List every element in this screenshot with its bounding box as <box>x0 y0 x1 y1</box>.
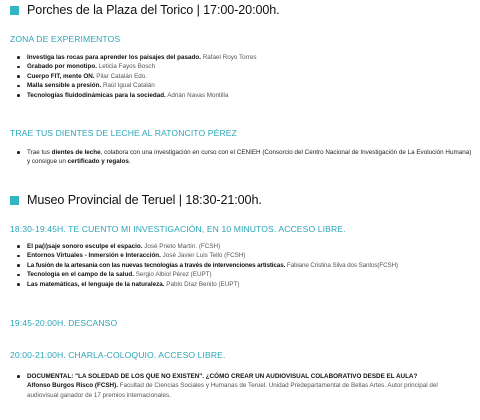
charla-heading: 20:00-21:00H. CHARLA-COLOQUIO. ACCESO LIBRE. <box>10 350 226 360</box>
list-item: Grabado por monotipo. Leticia Fayos Bosch <box>14 62 480 71</box>
zona-experimentos-heading: ZONA DE EXPERIMENTOS <box>10 34 121 44</box>
list-item <box>14 372 450 400</box>
list-item: Tecnologías fluidodinámicas para la sociedad. Adrián Navas Montilla <box>14 91 480 100</box>
list-item: Las matemáticas, el lenguaje de la naturaleza. Pablo Díaz Benito (EUPT) <box>14 280 480 289</box>
ratoncito-list <box>14 148 472 167</box>
te-cuento-heading: 18:30-19:45H. TE CUENTO MI INVESTIGACIÓN, EN 10 MINUTOS. ACCESO LIBRE. <box>10 224 346 234</box>
section-title-museo: Museo Provincial de Teruel | 18:30-21:00h. <box>10 193 480 207</box>
descanso-heading: 19:45-20:00H. DESCANSO <box>10 318 118 328</box>
author-description: Facultad de Ciencias Sociales y Humanas de Teruel. Unidad Predepartamental de Bellas Artes. Autor principal del audiovisual ganador de 17 premios internacionales. <box>27 382 438 399</box>
documental-title: DOCUMENTAL: "LA SOLEDAD DE LOS QUE NO EXISTEN". ¿CÓMO CREAR UN AUDIOVISUAL COLABORATIVO DESDE EL AULA? <box>27 373 418 380</box>
experimentos-list <box>14 53 480 100</box>
list-item: Trae tus dientes de leche, colabora con una investigación en curso con el CENIEH (Consorcio del Centro Nacional de Investigación de La Evolución Humana) y consigue un certificado y regalos. <box>14 148 472 167</box>
list-item: Tecnología en el campo de la salud. Sergio Albiol Pérez (EUPT) <box>14 270 480 279</box>
list-item: Investiga las rocas para aprender los paisajes del pasado. Rafael Royo Torres <box>14 53 480 62</box>
square-bullet-icon <box>10 196 19 205</box>
list-item: Cuerpo FIT, mente ON. Pilar Catalán Edo. <box>14 72 480 81</box>
square-bullet-icon <box>10 6 19 15</box>
charla-list <box>14 372 450 400</box>
list-item: Malla sensible a presión. Raúl Igual Catalán <box>14 81 480 90</box>
author-name: Alfonso Burgos Risco (FCSH). <box>27 382 118 390</box>
list-item: La fusión de la artesanía con las nuevas tecnologías a través de intervenciones artísticas. Fabiane Cristina Silva dos Santos(FCSH) <box>14 261 480 270</box>
te-cuento-list <box>14 242 480 289</box>
list-item: Entornos Virtuales - Inmersión e Interacción. José Javier Luis Tello (FCSH) <box>14 251 480 260</box>
section-title-torico: Porches de la Plaza del Torico | 17:00-20:00h. <box>10 3 480 17</box>
ratoncito-heading: TRAE TUS DIENTES DE LECHE AL RATONCITO PÉREZ <box>10 128 237 138</box>
list-item: El pa(i)saje sonoro esculpe el espacio. José Prieto Martín. (FCSH) <box>14 242 480 251</box>
